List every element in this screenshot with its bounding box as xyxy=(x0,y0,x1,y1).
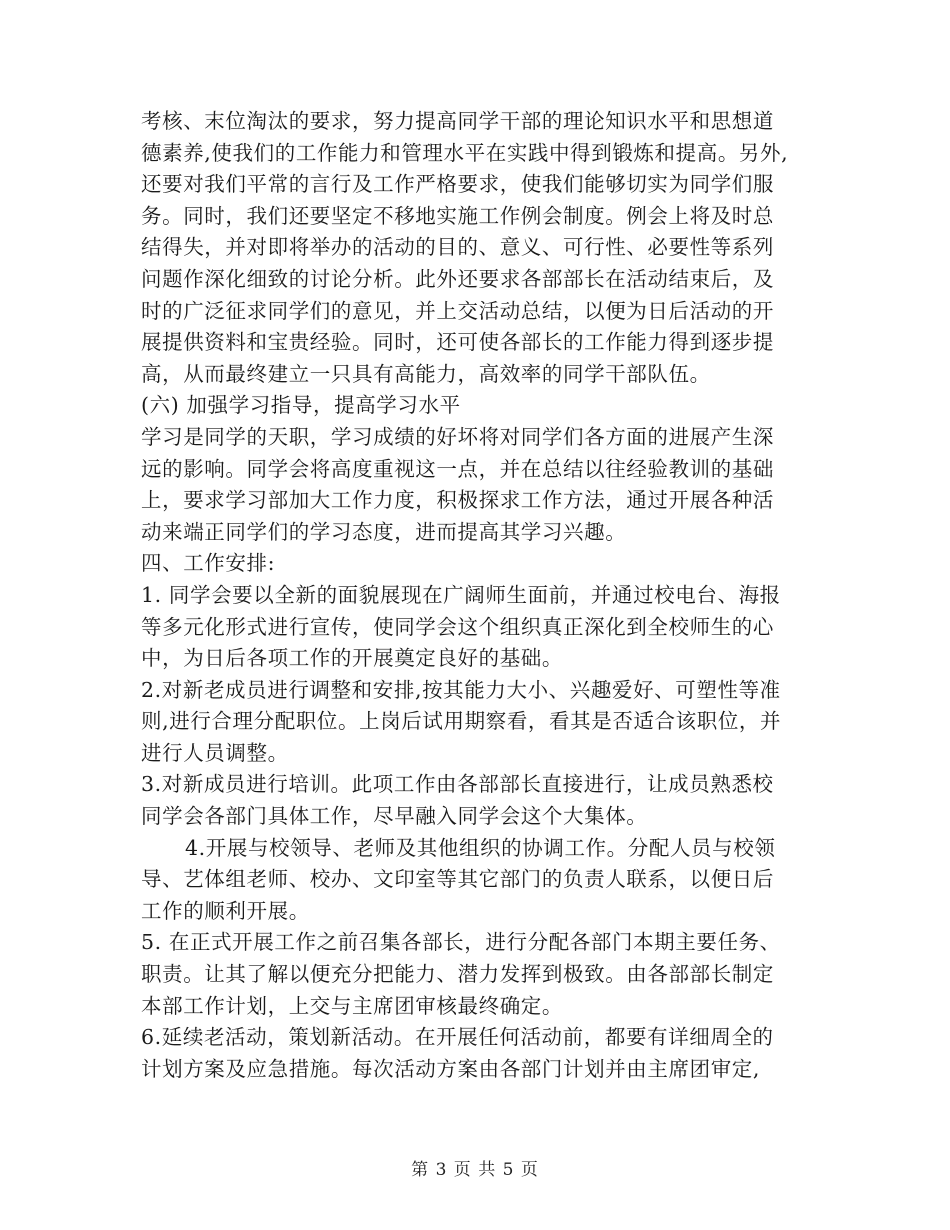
text-line: 工作的顺利开展。 xyxy=(141,898,310,923)
page-number-footer: 第 3 页 共 5 页 xyxy=(411,1160,539,1180)
list-item-line: 3.对新成员进行培训。此项工作由各部部长直接进行，让成员熟悉校 xyxy=(141,772,774,797)
list-item-line: 2.对新老成员进行调整和安排,按其能力大小、兴趣爱好、可塑性等准 xyxy=(141,677,781,702)
text-line: 进行人员调整。 xyxy=(141,740,289,765)
list-item-line: 5. 在正式开展工作之前召集各部长，进行分配各部门本期主要任务、 xyxy=(141,930,781,955)
document-body xyxy=(141,106,813,1085)
text-line: 问题作深化细致的讨论分析。此外还要求各部部长在活动结束后，及 xyxy=(141,266,774,291)
section-heading: (六) 加强学习指导，提高学习水平 xyxy=(141,393,461,418)
text-line: 等多元化形式进行宣传，使同学会这个组织真正深化到全校师生的心 xyxy=(141,614,774,639)
text-line: 中，为日后各项工作的开展奠定良好的基础。 xyxy=(141,646,563,671)
text-line: 计划方案及应急措施。每次活动方案由各部门计划并由主席团审定, xyxy=(141,1056,761,1081)
text-line: 则,进行合理分配职位。上岗后试用期察看，看其是否适合该职位，并 xyxy=(141,709,782,734)
text-line: 同学会各部门具体工作，尽早融入同学会这个大集体。 xyxy=(141,804,648,829)
list-item-line: 4.开展与校领导、老师及其他组织的协调工作。分配人员与校领 xyxy=(185,835,776,860)
section-heading: 四、工作安排: xyxy=(141,551,276,576)
text-line: 职责。让其了解以便充分把能力、潜力发挥到极致。由各部部长制定 xyxy=(141,962,774,987)
text-line: 学习是同学的天职，学习成绩的好坏将对同学们各方面的进展产生深 xyxy=(141,424,774,449)
list-item-line: 6.延续老活动，策划新活动。在开展任何活动前，都要有详细周全的 xyxy=(141,1025,774,1050)
text-line: 远的影响。同学会将高度重视这一点，并在总结以往经验教训的基础 xyxy=(141,456,774,481)
text-line: 还要对我们平常的言行及工作严格要求，使我们能够切实为同学们服 xyxy=(141,172,774,197)
text-line: 时的广泛征求同学们的意见，并上交活动总结，以便为日后活动的开 xyxy=(141,298,774,323)
text-line: 考核、末位淘汰的要求，努力提高同学干部的理论知识水平和思想道 xyxy=(141,109,774,133)
text-line: 务。同时，我们还要坚定不移地实施工作例会制度。例会上将及时总 xyxy=(141,203,774,228)
text-line: 展提供资料和宝贵经验。同时，还可使各部长的工作能力得到逐步提 xyxy=(141,330,774,355)
text-line: 结得失，并对即将举办的活动的目的、意义、可行性、必要性等系列 xyxy=(141,235,774,260)
text-line: 导、艺体组老师、校办、文印室等其它部门的负责人联系，以便日后 xyxy=(141,867,774,892)
list-item-line: 1. 同学会要以全新的面貌展现在广阔师生面前，并通过校电台、海报 xyxy=(141,582,781,607)
text-line: 上，要求学习部加大工作力度，积极探求工作方法，通过开展各种活 xyxy=(141,488,774,513)
text-line: 本部工作计划，上交与主席团审核最终确定。 xyxy=(141,993,563,1018)
text-line: 高，从而最终建立一只具有高能力，高效率的同学干部队伍。 xyxy=(141,361,711,386)
text-line: 德素养,使我们的工作能力和管理水平在实践中得到锻炼和提高。另外, xyxy=(141,140,789,165)
text-line: 动来端正同学们的学习态度，进而提高其学习兴趣。 xyxy=(141,519,627,544)
